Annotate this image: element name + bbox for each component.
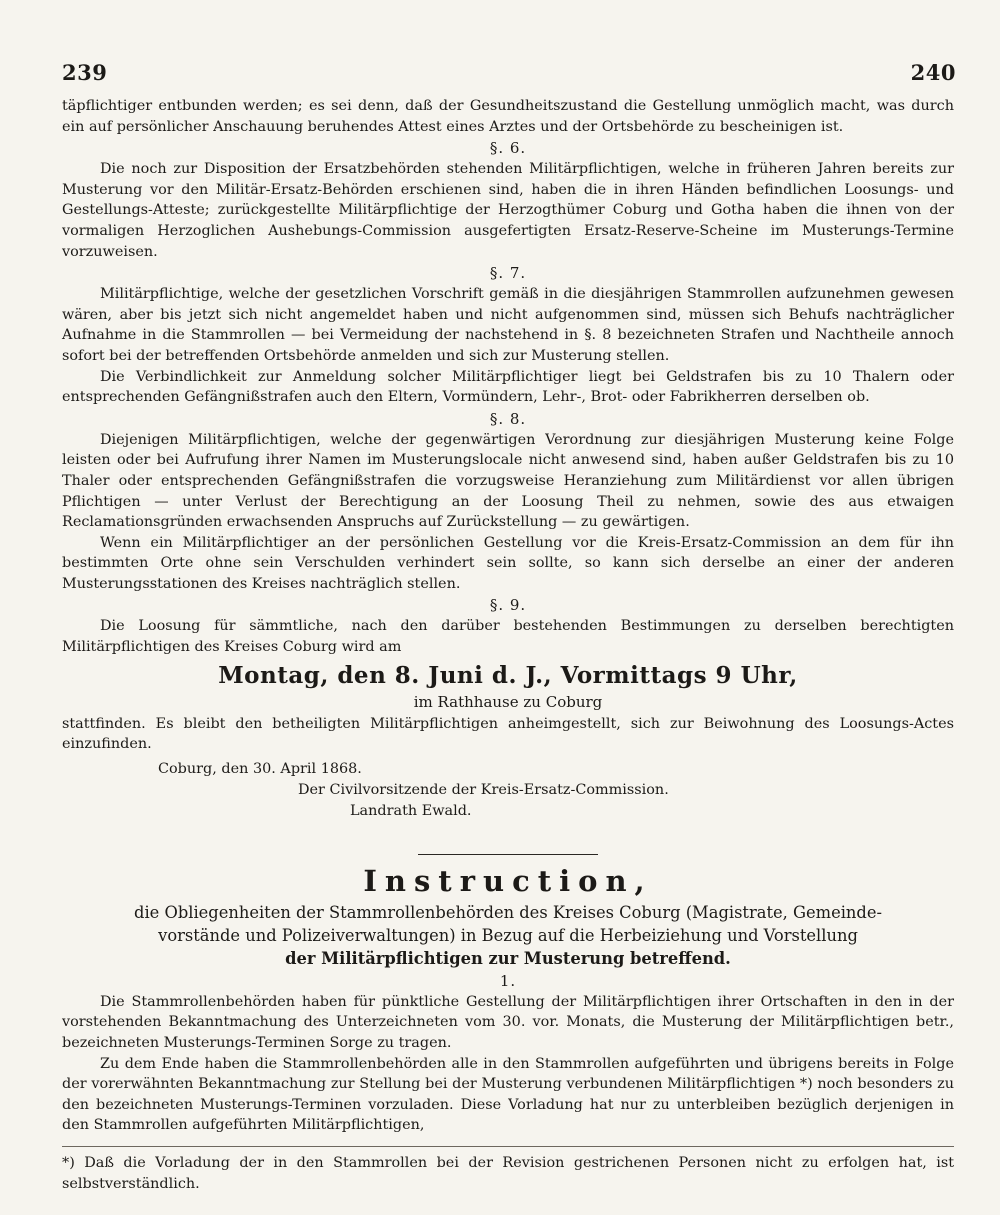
section-7-heading: §. 7.: [489, 264, 527, 283]
page-number-right: 240: [910, 60, 956, 85]
loosung-date: Montag, den 8. Juni d. J., Vormittags 9 Uhr,: [218, 661, 798, 689]
section-9-text: Die Loosung für sämmtliche, nach den darüber bestehenden Bestimmungen zu derselben berechtigten Militärpflichtigen des Kreises Coburg wird am: [62, 618, 954, 656]
loosung-venue: im Rathhause zu Coburg: [413, 692, 603, 711]
section-9-text-after: stattfinden. Es bleibt den betheiligten Militärpflichtigen anheimgestellt, sich zur Beiwohnung des Loosungs-Actes einzufinden.: [62, 715, 954, 753]
place-date: Coburg, den 30. April 1868.: [158, 760, 362, 777]
section-6-text: Die noch zur Disposition der Ersatzbehörden stehenden Militärpflichtigen, welche in früheren Jahren bereits zur Musterung vor den Militär-Ersatz-Behörden erschienen sind, haben die in ihren Händen befindlichen Loosungs- und Gestellungs-Atteste; zurückgestellte Militärpflichtige der Herzogthümer Coburg und Gotha haben die ihnen von der vormaligen Herzoglichen Aushebungs-Commission ausgefertigten Ersatz-Reserve-Scheine im Musterungs-Termine vorzuweisen.: [62, 161, 954, 260]
instruction-subtitle-3: der Militärpflichtigen zur Musterung betreffend.: [285, 948, 731, 968]
section-7-text-1: Militärpflichtige, welche der gesetzlichen Vorschrift gemäß in die diesjährigen Stammrollen aufzunehmen gewesen wären, aber bis jetzt sich nicht angemeldet haben und nicht aufgenommen sind, müssen sich Behufs nachträglicher Aufnahme in die Stammrollen — bei Vermeidung der nachstehend in §. 8 bezeichneten Strafen und Nachtheile annoch sofort bei der betreffenden Ortsbehörde anmelden und sich zur Musterung stellen.: [62, 286, 954, 364]
separator-rule: [418, 854, 598, 855]
instruction-subtitle-2: vorstände und Polizeiverwaltungen) in Bezug auf die Herbeiziehung und Vorstellung: [158, 925, 858, 945]
signature-authority: Der Civilvorsitzende der Kreis-Ersatz-Commission.: [298, 781, 669, 798]
footnote-rule: [62, 1146, 954, 1147]
footnote: *) Daß die Vorladung der in den Stammrollen bei der Revision gestrichenen Personen nicht zu erfolgen hat, ist selbstverständlich.: [62, 1155, 954, 1192]
section-6-heading: §. 6.: [489, 139, 527, 158]
section-9-heading: §. 9.: [489, 596, 527, 615]
section-8-text-2: Wenn ein Militärpflichtiger an der persönlichen Gestellung vor die Kreis-Ersatz-Commission an dem für ihn bestimmten Orte ohne sein Verschulden verhindert sein sollte, so kann sich derselbe an einer der anderen Musterungsstationen des Kreises nachträglich stellen.: [62, 534, 954, 592]
instruction-subtitle-1: die Obliegenheiten der Stammrollenbehörden des Kreises Coburg (Magistrate, Gemeinde-: [134, 902, 882, 922]
instruction-paragraph-2: Zu dem Ende haben die Stammrollenbehörden alle in den Stammrollen aufgeführten und übrigens bereits in Folge der vorerwähnten Bekanntmachung zur Stellung bei der Musterung verbundenen Militärpflichtigen *) noch besonders zu den bezeichneten Musterungs-Terminen vorzuladen. Diese Vorladung hat nur zu unterbleiben bezüglich derjenigen in den Stammrollen aufgeführten Militärpflichtigen,: [62, 1055, 954, 1134]
page-number-left: 239: [62, 60, 108, 85]
text-column: [62, 96, 954, 1194]
signature-name: Landrath Ewald.: [350, 802, 472, 819]
instruction-paragraph-1: Die Stammrollenbehörden haben für pünktliche Gestellung der Militärpflichtigen ihrer Ortschaften in den in der vorstehenden Bekanntmachung des Unterzeichneten vom 30. vor. Monats, die Musterung der Militärpflichtigen betr., bezeichneten Musterungs-Terminen Sorge zu tragen.: [62, 993, 954, 1052]
section-7-text-2: Die Verbindlichkeit zur Anmeldung solcher Militärpflichtiger liegt bei Geldstrafen bis zu 10 Thalern oder entsprechenden Gefängnißstrafen auch den Eltern, Vormündern, Lehr-, Brot- oder Fabrikherren derselben ob.: [62, 368, 954, 406]
instruction-section-1-heading: 1.: [499, 971, 517, 990]
section-8-heading: §. 8.: [489, 409, 527, 428]
top-paragraph: täpflichtiger entbunden werden; es sei denn, daß der Gesundheitszustand die Gestellung unmöglich macht, was durch ein auf persönlicher Anschauung beruhendes Attest eines Arztes und der Ortsbehörde zu bescheinigen ist.: [62, 98, 954, 135]
section-8-text-1: Diejenigen Militärpflichtigen, welche der gegenwärtigen Verordnung zur diesjährigen Musterung keine Folge leisten oder bei Aufrufung ihrer Namen im Musterungslocale nicht anwesend sind, haben außer Geldstrafen bis zu 10 Thaler oder entsprechenden Gefängnißstrafen die vorzugsweise Heranziehung zum Militärdienst vor allen übrigen Pflichtigen — unter Verlust der Berechtigung an der Loosung Theil zu nehmen, sowie des aus etwaigen Reclamationsgründen erwachsenden Anspruchs auf Zurückstellung — zu gewärtigen.: [62, 431, 954, 531]
instruction-title: Instruction,: [363, 863, 653, 898]
